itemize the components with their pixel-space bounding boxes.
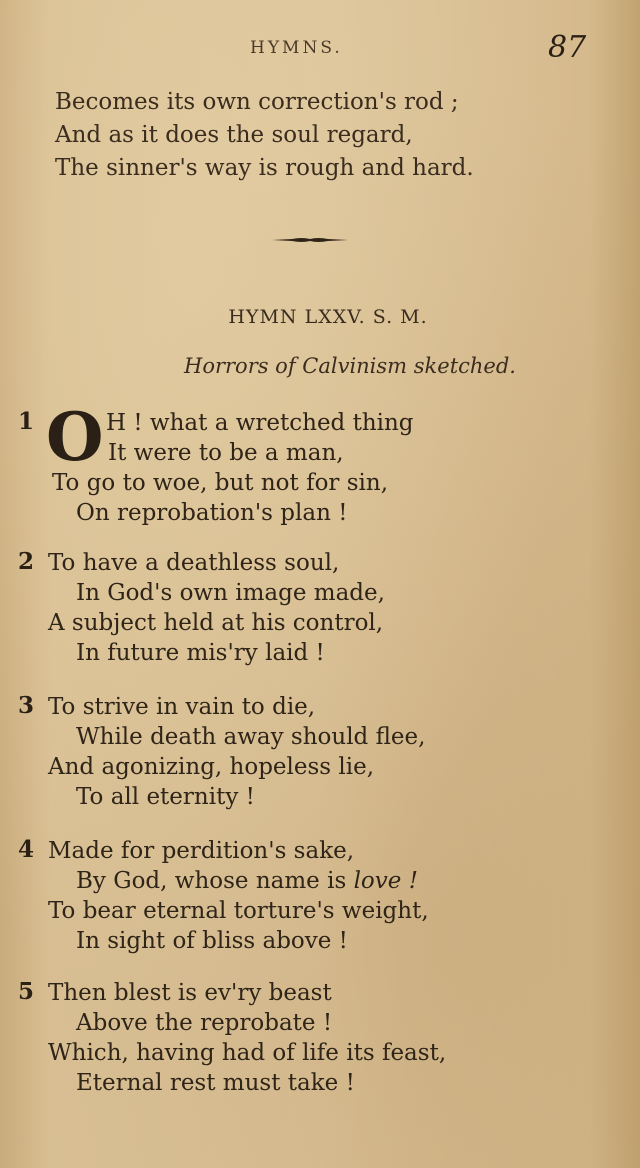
verse-number: 4 bbox=[18, 836, 35, 863]
verse-line: To have a deathless soul, bbox=[48, 550, 340, 576]
stanza-line: Becomes its own correction's rod ; bbox=[55, 89, 459, 115]
verse-line: To bear eternal torture's weight, bbox=[48, 898, 429, 924]
verse-line: To strive in vain to die, bbox=[48, 694, 316, 720]
verse-line: To go to woe, but not for sin, bbox=[52, 470, 389, 496]
verse-line: Made for perdition's sake, bbox=[48, 838, 355, 864]
verse-line: In future mis'ry laid ! bbox=[76, 640, 325, 666]
hymn-title: HYMN LXXV. S. M. bbox=[228, 306, 428, 328]
verse-line: While death away should flee, bbox=[76, 724, 426, 750]
verse-line-text: By God, whose name is bbox=[76, 868, 347, 894]
page-number: 87 bbox=[548, 30, 587, 65]
verse-line: It were to be a man, bbox=[108, 440, 344, 466]
verse-number: 3 bbox=[18, 692, 35, 719]
verse-number: 5 bbox=[18, 978, 35, 1005]
verse-number: 2 bbox=[18, 548, 35, 575]
ornamental-divider bbox=[272, 236, 348, 244]
previous-stanza bbox=[55, 86, 474, 185]
hymn-subtitle: Horrors of Calvinism sketched. bbox=[184, 354, 516, 378]
verse-line: A subject held at his control, bbox=[48, 610, 384, 636]
verse-line: On reprobation's plan ! bbox=[76, 500, 348, 526]
running-head: HYMNS. bbox=[250, 38, 343, 58]
verse-line bbox=[0, 866, 429, 896]
page-header bbox=[0, 30, 640, 70]
stanza-line: The sinner's way is rough and hard. bbox=[55, 155, 474, 181]
verse-line: In sight of bliss above ! bbox=[76, 928, 348, 954]
verse-number: 1 bbox=[18, 408, 35, 435]
verse-line: To all eternity ! bbox=[76, 784, 255, 810]
verse-line: Then blest is ev'ry beast bbox=[48, 980, 332, 1006]
drop-cap: O bbox=[46, 398, 104, 476]
verse-line: In God's own image made, bbox=[76, 580, 385, 606]
verse-line: Above the reprobate ! bbox=[76, 1010, 333, 1036]
verse-line: H ! what a wretched thing bbox=[106, 410, 414, 436]
stanza-line: And as it does the soul regard, bbox=[55, 122, 413, 148]
verse-line: Which, having had of life its feast, bbox=[48, 1040, 447, 1066]
verse-line: And agonizing, hopeless lie, bbox=[48, 754, 375, 780]
verse-line: Eternal rest must take ! bbox=[76, 1070, 355, 1096]
verse-line-italic: love ! bbox=[353, 868, 418, 894]
